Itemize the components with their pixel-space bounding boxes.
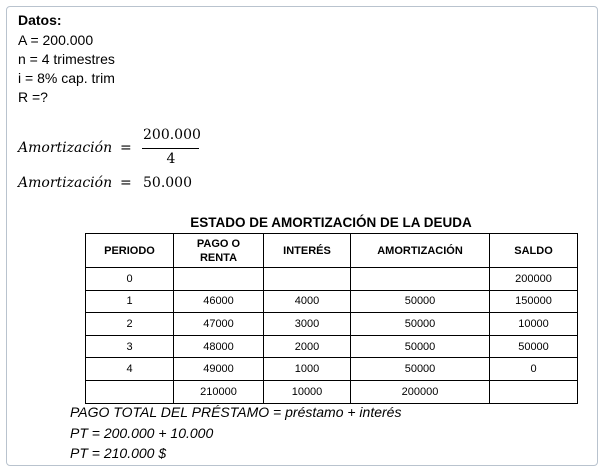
cell-amortizacion [351,268,490,291]
datos-line-a: A = 200.000 [18,32,94,48]
table-row [86,335,578,358]
header-periodo: PERIODO [86,234,174,268]
footer-line-pt-sum: PT = 200.000 + 10.000 [70,425,214,441]
cell-periodo: 2 [86,313,174,336]
header-saldo: SALDO [490,234,578,268]
cell-periodo: 3 [86,335,174,358]
table-title: ESTADO DE AMORTIZACIÓN DE LA DEUDA [190,215,472,230]
datos-line-i: i = 8% cap. trim [18,70,115,86]
cell-pago: 47000 [174,313,264,336]
cell-periodo: 4 [86,358,174,381]
cell-interes: 3000 [264,313,351,336]
cell-periodo: 1 [86,290,174,313]
table-header-row [86,234,578,268]
formula-result: 50.000 [143,175,192,191]
cell-amortizacion: 50000 [351,335,490,358]
cell-pago [174,268,264,291]
fraction-bar [142,148,199,149]
table-row [86,358,578,381]
cell-saldo: 200000 [490,268,578,291]
footer-line-total: PAGO TOTAL DEL PRÉSTAMO = préstamo + interés [70,404,402,420]
cell-amortizacion: 50000 [351,313,490,336]
formula-label-1: Amortización [18,140,113,156]
formula-denominator: 4 [166,151,176,167]
formula-label-2: Amortización [18,175,113,191]
cell-interes-total: 10000 [264,380,351,403]
formula-equals-2: = [120,175,132,191]
cell-saldo: 10000 [490,313,578,336]
datos-line-n: n = 4 trimestres [18,51,115,67]
cell-interes [264,268,351,291]
cell-periodo [86,380,174,403]
table-row [86,313,578,336]
cell-pago: 49000 [174,358,264,381]
cell-amortizacion-total: 200000 [351,380,490,403]
cell-periodo: 0 [86,268,174,291]
datos-line-r: R =? [18,89,48,105]
header-interes: INTERÉS [264,234,351,268]
amortization-table [85,233,578,404]
cell-amortizacion: 50000 [351,290,490,313]
cell-interes: 1000 [264,358,351,381]
header-amortizacion: AMORTIZACIÓN [351,234,490,268]
cell-saldo: 0 [490,358,578,381]
table-row [86,290,578,313]
table-totals-row [86,380,578,403]
cell-amortizacion: 50000 [351,358,490,381]
cell-saldo [490,380,578,403]
formula-numerator: 200.000 [143,127,201,143]
cell-interes: 2000 [264,335,351,358]
datos-heading: Datos: [18,12,62,28]
cell-pago: 48000 [174,335,264,358]
formula-equals-1: = [120,140,132,156]
cell-saldo: 150000 [490,290,578,313]
cell-pago: 46000 [174,290,264,313]
cell-interes: 4000 [264,290,351,313]
table-row [86,268,578,291]
footer-line-pt-result: PT = 210.000 $ [70,445,167,461]
header-pago-o-renta: PAGO O RENTA [174,234,264,268]
cell-saldo: 50000 [490,335,578,358]
cell-pago-total: 210000 [174,380,264,403]
